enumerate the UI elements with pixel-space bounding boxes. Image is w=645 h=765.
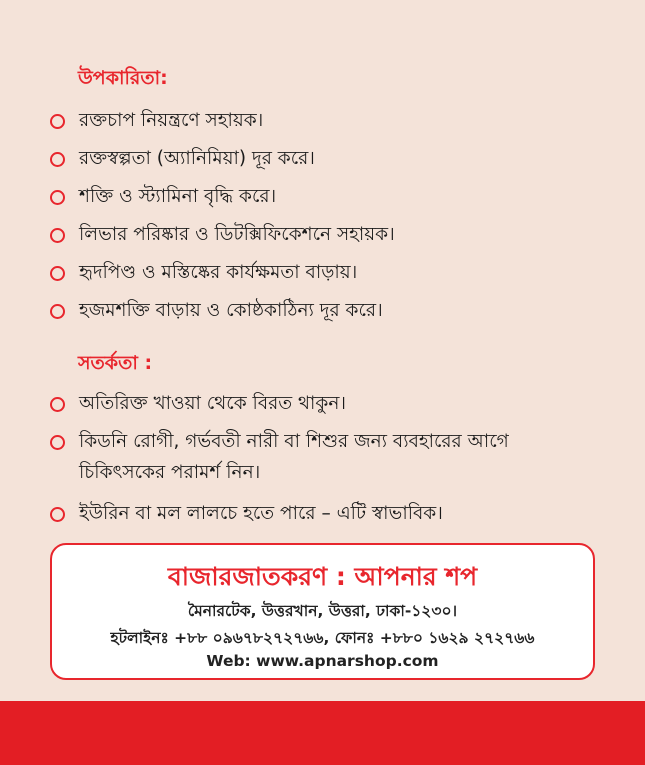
benefit-item — [50, 294, 383, 328]
benefit-item — [50, 218, 395, 252]
caution-text: অতিরিক্ত খাওয়া থেকে বিরত থাকুন। — [79, 393, 347, 414]
benefit-text: লিভার পরিষ্কার ও ডিটক্সিফিকেশনে সহায়ক। — [79, 224, 395, 245]
benefit-item — [50, 142, 315, 176]
circle-bullet-icon — [50, 190, 65, 205]
caution-item — [50, 497, 443, 531]
circle-bullet-icon — [50, 114, 65, 129]
benefits-title: উপকারিতা: — [78, 67, 168, 89]
caution-text: চিকিৎসকের পরামর্শ নিন। — [79, 462, 261, 483]
circle-bullet-icon — [50, 266, 65, 281]
benefit-text: হৃদপিণ্ড ও মস্তিষ্কের কার্যক্ষমতা বাড়ায়। — [79, 262, 358, 283]
circle-bullet-icon — [50, 507, 65, 522]
circle-bullet-icon — [50, 228, 65, 243]
circle-bullet-icon — [50, 397, 65, 412]
benefit-text: হজমশক্তি বাড়ায় ও কোষ্ঠকাঠিন্য দূর করে। — [79, 300, 383, 321]
caution-text: কিডনি রোগী, গর্ভবতী নারী বা শিশুর জন্য ব্যবহারের আগে — [79, 431, 509, 452]
marketing-box — [50, 543, 595, 680]
caution-item-continuation — [79, 456, 260, 490]
benefit-item — [50, 180, 276, 214]
hotline-text: হটলাইনঃ +৮৮ ০৯৬৭৮২৭২৭৬৬, ফোনঃ +৮৮০ ১৬২৯ ২৭২৭৬৬ — [110, 629, 535, 647]
benefit-text: রক্তচাপ নিয়ন্ত্রণে সহায়ক। — [79, 110, 264, 131]
bottom-red-band — [0, 701, 645, 765]
benefit-text: শক্তি ও স্ট্যামিনা বৃদ্ধি করে। — [79, 186, 277, 207]
benefit-item — [50, 256, 357, 290]
circle-bullet-icon — [50, 304, 65, 319]
address-text: মৈনারটেক, উত্তরখান, উত্তরা, ঢাকা-১২৩০। — [187, 602, 458, 620]
web-link[interactable]: Web: www.apnarshop.com — [206, 652, 439, 670]
caution-item — [50, 425, 509, 459]
caution-text: ইউরিন বা মল লালচে হতে পারে – এটি স্বাভাবিক। — [79, 503, 443, 524]
caution-item — [50, 387, 346, 421]
circle-bullet-icon — [50, 152, 65, 167]
benefit-item — [50, 104, 263, 138]
circle-bullet-icon — [50, 435, 65, 450]
benefit-text: রক্তস্বল্পতা (অ্যানিমিয়া) দূর করে। — [79, 148, 315, 169]
caution-title: সতর্কতা : — [78, 352, 153, 374]
marketing-title: বাজারজাতকরণ : আপনার শপ — [167, 562, 478, 591]
